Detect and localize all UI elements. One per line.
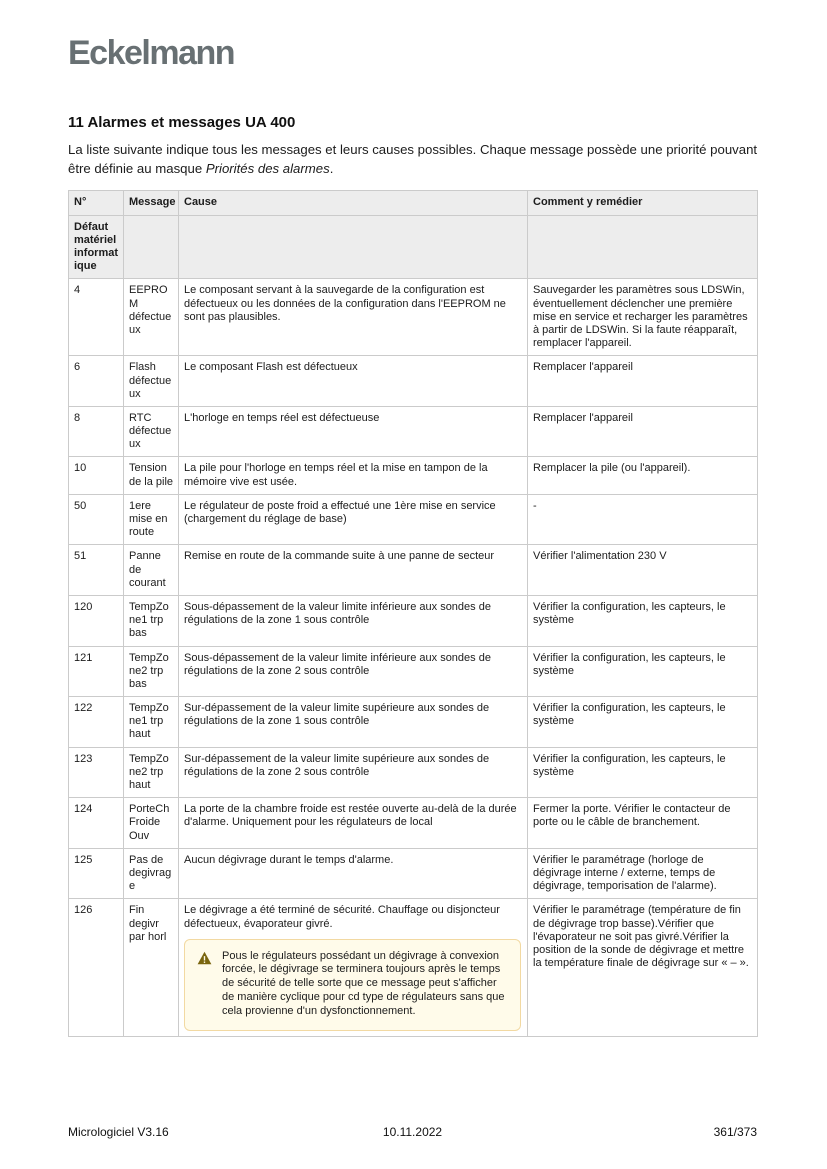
table-header-row: [69, 191, 758, 215]
column-header-remedy: Comment y remédier: [528, 191, 758, 215]
table-row-alarm-124: [69, 798, 758, 849]
cell-cause: Remise en route de la commande suite à une panne de secteur: [179, 545, 528, 596]
table-row-alarm-125: [69, 848, 758, 899]
cell-cause: Le régulateur de poste froid a effectué une 1ère mise en service (chargement du réglage de base): [179, 494, 528, 545]
cell-num: 120: [69, 595, 124, 646]
cell-remedy: Vérifier la configuration, les capteurs, le système: [528, 747, 758, 798]
cell-remedy: Vérifier la configuration, les capteurs, le système: [528, 646, 758, 697]
cell-num: 125: [69, 848, 124, 899]
cell-num: 51: [69, 545, 124, 596]
warning-note: [184, 939, 521, 1032]
brand-logo: Eckelmann: [68, 34, 235, 72]
cell-cause: [179, 899, 528, 1037]
warning-icon: [195, 950, 212, 969]
intro-text-before: La liste suivante indique tous les messages et leurs causes possibles. Chaque message possède une priorité pouvant être définie au masque: [68, 142, 758, 176]
footer: [68, 1125, 757, 1139]
cell-cause: Aucun dégivrage durant le temps d'alarme.: [179, 848, 528, 899]
cell-remedy: Remplacer l'appareil: [528, 406, 758, 457]
footer-version: Micrologiciel V3.16: [68, 1125, 169, 1139]
table-row-alarm-8: [69, 406, 758, 457]
cell-message: Pas de degivrage: [124, 848, 179, 899]
cell-message: TempZone1 trp haut: [124, 697, 179, 748]
warning-text: Pous le régulateurs possédant un dégivrage à convexion forcée, le dégivrage se terminera toujours après le temps de sécurité de telle sorte que ce message peut s'afficher de manière cyclique pour cd type de régulateurs sans que cela provienne d'un dysfonctionnement.: [222, 949, 505, 1017]
cell-remedy: Vérifier la configuration, les capteurs, le système: [528, 697, 758, 748]
table-row-alarm-123: [69, 747, 758, 798]
cell-message: TempZone2 trp bas: [124, 646, 179, 697]
intro-paragraph: [68, 141, 760, 178]
cell-num: 8: [69, 406, 124, 457]
cell-cause: Sur-dépassement de la valeur limite supérieure aux sondes de régulations de la zone 2 sous contrôle: [179, 747, 528, 798]
cell-remedy: Sauvegarder les paramètres sous LDSWin, éventuellement déclencher une première mise en service et recharger les paramètres à partir de LDSWin. Si la faute réapparaît, remplacer l'appareil.: [528, 279, 758, 356]
section-empty-cell: [179, 215, 528, 279]
cell-num: 126: [69, 899, 124, 1037]
cell-message: PorteCh Froide Ouv: [124, 798, 179, 849]
cell-cause: Le composant Flash est défectueux: [179, 356, 528, 407]
cell-message: 1ere mise en route: [124, 494, 179, 545]
cell-num: 4: [69, 279, 124, 356]
table-row-alarm-120: [69, 595, 758, 646]
cell-num: 6: [69, 356, 124, 407]
footer-date: 10.11.2022: [382, 1125, 443, 1139]
cell-message: Fin degivr par horl: [124, 899, 179, 1037]
intro-text-after: .: [329, 160, 334, 176]
alarm-table: [68, 190, 758, 1037]
cell-message: Flash défectueux: [124, 356, 179, 407]
table-row-alarm-50: [69, 494, 758, 545]
table-row-alarm-10: [69, 457, 758, 494]
intro-italic-phrase: Priorités des alarmes: [205, 160, 330, 176]
cell-message: TempZone2 trp haut: [124, 747, 179, 798]
cell-cause: Sous-dépassement de la valeur limite inférieure aux sondes de régulations de la zone 1 sous contrôle: [179, 595, 528, 646]
table-row-alarm-4: [69, 279, 758, 356]
cell-message: EEPROM défectueux: [124, 279, 179, 356]
footer-page-number: 361/373: [713, 1125, 758, 1139]
table-row-alarm-6: [69, 356, 758, 407]
cell-num: 50: [69, 494, 124, 545]
section-row-hardware-fault: [69, 215, 758, 279]
cell-cause: La pile pour l'horloge en temps réel et la mise en tampon de la mémoire vive est usée.: [179, 457, 528, 494]
cell-remedy: -: [528, 494, 758, 545]
cell-message: Panne de courant: [124, 545, 179, 596]
table-row-alarm-126: [69, 899, 758, 1037]
cell-num: 121: [69, 646, 124, 697]
section-empty-cell: [528, 215, 758, 279]
cell-message: TempZone1 trp bas: [124, 595, 179, 646]
cause-text: Le dégivrage a été terminé de sécurité. Chauffage ou disjoncteur défectueux, évaporateur givré.: [184, 904, 500, 930]
cell-remedy: Vérifier la configuration, les capteurs, le système: [528, 595, 758, 646]
cell-num: 122: [69, 697, 124, 748]
column-header-num: N°: [69, 191, 124, 215]
cell-num: 124: [69, 798, 124, 849]
section-empty-cell: [124, 215, 179, 279]
cell-remedy: Vérifier le paramétrage (horloge de dégivrage interne / externe, temps de dégivrage, temporisation de l'alarme).: [528, 848, 758, 899]
cell-remedy: Fermer la porte. Vérifier le contacteur de porte ou le câble de branchement.: [528, 798, 758, 849]
cell-remedy: Remplacer l'appareil: [528, 356, 758, 407]
table-row-alarm-121: [69, 646, 758, 697]
cell-message: Tension de la pile: [124, 457, 179, 494]
cell-remedy: Remplacer la pile (ou l'appareil).: [528, 457, 758, 494]
cell-remedy: Vérifier le paramétrage (température de fin de dégivrage trop basse).Vérifier que l'évaporateur ne soit pas givré.Vérifier la position de la sonde de dégivrage et mettre la température finale de dégivrage sur « – ».: [528, 899, 758, 1037]
cell-cause: Sur-dépassement de la valeur limite supérieure aux sondes de régulations de la zone 1 sous contrôle: [179, 697, 528, 748]
column-header-message: Message: [124, 191, 179, 215]
cell-cause: Sous-dépassement de la valeur limite inférieure aux sondes de régulations de la zone 2 sous contrôle: [179, 646, 528, 697]
cell-cause: L'horloge en temps réel est défectueuse: [179, 406, 528, 457]
table-row-alarm-51: [69, 545, 758, 596]
section-label: Défaut matériel informatique: [69, 215, 124, 279]
cell-num: 10: [69, 457, 124, 494]
cell-message: RTC défectueux: [124, 406, 179, 457]
cell-num: 123: [69, 747, 124, 798]
column-header-cause: Cause: [179, 191, 528, 215]
cell-cause: Le composant servant à la sauvegarde de la configuration est défectueux ou les données de la configuration dans l'EEPROM ne sont pas plausibles.: [179, 279, 528, 356]
cell-remedy: Vérifier l'alimentation 230 V: [528, 545, 758, 596]
cell-cause: La porte de la chambre froide est restée ouverte au-delà de la durée d'alarme. Uniquement pour les régulateurs de local: [179, 798, 528, 849]
page-title: 11 Alarmes et messages UA 400: [68, 114, 296, 131]
table-row-alarm-122: [69, 697, 758, 748]
